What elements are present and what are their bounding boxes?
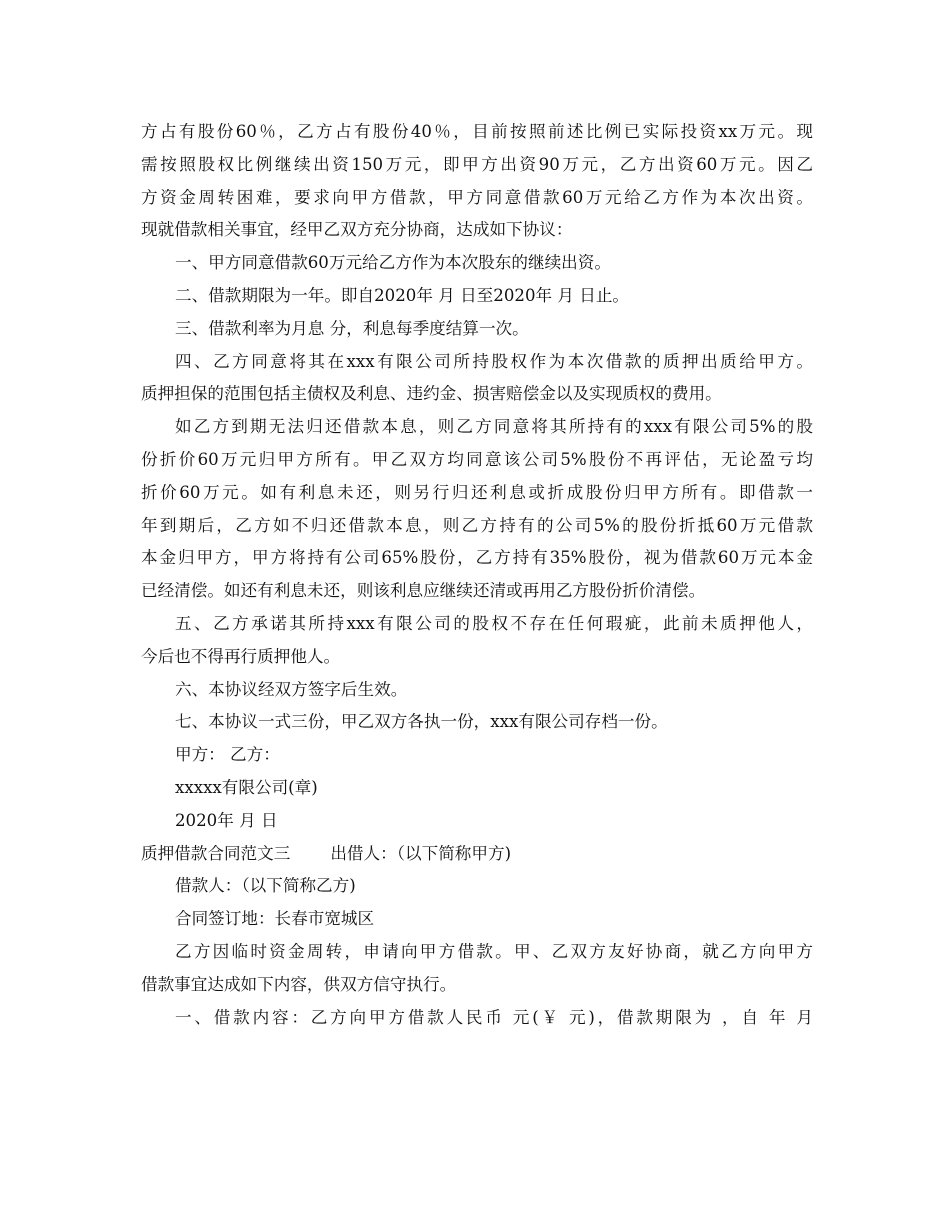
text-line: 甲方： 乙方： <box>175 745 280 765</box>
text-line: 已经清偿。如还有利息未还，则该利息应继续还清或再用乙方股份折价清偿。 <box>141 581 706 601</box>
text-line: 现就借款相关事宜，经甲乙双方充分协商，达成如下协议： <box>141 220 573 240</box>
text-line: 借款事宜达成如下内容，供双方信守执行。 <box>141 974 457 994</box>
text-line: 二、借款期限为一年。即自2020年 月 日至2020年 月 日止。 <box>175 285 630 305</box>
paragraph-block <box>141 116 813 838</box>
text-line: 如乙方到期无法归还借款本息，则乙方同意将其所持有的xxx有限公司5%的股 <box>175 417 813 437</box>
section3-heading: 质押借款合同范文三 <box>141 843 291 863</box>
text-line: 质押担保的范围包括主债权及利息、违约金、损害赔偿金以及实现质权的费用。 <box>141 384 722 404</box>
text-line: 需按照股权比例继续出资150万元，即甲方出资90万元，乙方出资60万元。因乙 <box>141 154 813 174</box>
text-line: 方占有股份60％，乙方占有股份40％，目前按照前述比例已实际投资xx万元。现 <box>141 122 813 141</box>
text-line: 四、乙方同意将其在xxx有限公司所持股权作为本次借款的质押出质给甲方。 <box>175 351 813 371</box>
text-line: 本金归甲方，甲方将持有公司65%股份，乙方持有35%股份，视为借款60万元本金 <box>141 548 813 568</box>
lender-label: 出借人：（以下简称甲方) <box>330 843 512 863</box>
text-line: 乙方因临时资金周转，申请向甲方借款。甲、乙双方友好协商，就乙方向甲方 <box>175 941 813 961</box>
text-line: 合同签订地：长春市宽城区 <box>175 909 375 929</box>
section-heading-line <box>141 838 813 871</box>
text-line: 三、借款利率为月息 分，利息每季度结算一次。 <box>175 318 529 338</box>
document-body <box>141 116 813 1034</box>
text-line: 七、本协议一式三份，甲乙双方各执一份，xxx有限公司存档一份。 <box>175 712 668 732</box>
text-line: 五、乙方承诺其所持xxx有限公司的股权不存在任何瑕疵，此前未质押他人， <box>175 613 813 633</box>
text-line: 六、本协议经双方签字后生效。 <box>175 679 408 699</box>
text-line: 一、甲方同意借款60万元给乙方作为本次股东的继续出资。 <box>175 253 611 273</box>
text-line: xxxxx有限公司(章) <box>175 777 318 797</box>
text-line: 份折价60万元归甲方所有。甲乙双方均同意该公司5%股份不再评估，无论盈亏均 <box>141 449 813 469</box>
text-line: 一、借款内容：乙方向甲方借款人民币 元(￥ 元)，借款期限为 ，自 年 月 <box>175 1007 813 1027</box>
text-line: 借款人：（以下简称乙方) <box>175 876 356 896</box>
text-line: 方资金周转困难，要求向甲方借款，甲方同意借款60万元给乙方作为本次出资。 <box>141 187 813 207</box>
text-line: 折价60万元。如有利息未还，则另行归还利息或折成股份归甲方所有。即借款一 <box>141 482 813 502</box>
text-line: 年到期后，乙方如不归还借款本息，则乙方持有的公司5%的股份折抵60万元借款 <box>141 515 813 535</box>
text-line: 2020年 月 日 <box>175 810 278 830</box>
paragraph-block-2 <box>141 870 813 1034</box>
text-line: 今后也不得再行质押他人。 <box>141 646 341 666</box>
